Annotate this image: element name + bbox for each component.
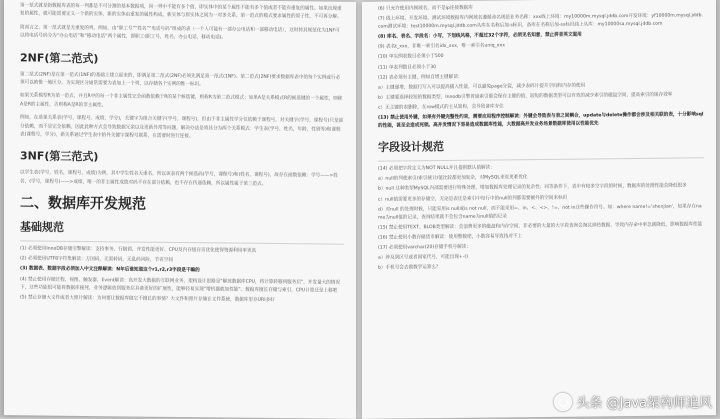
- list-item: (8) 库名、表名、字段名：小写，下划线风格，不超过32个字符，必须见名知意，禁止拼音英文混用: [378, 32, 582, 40]
- chapter-subtitle: 基础规范: [20, 220, 64, 235]
- list-item: (10) 单实例表数目必须小于500: [378, 54, 444, 61]
- list-item: (17) 必须使用varchar(20)存储手机号解读：: [378, 244, 471, 251]
- list-item: (13) 禁止使用外键，如果有外键完整性约束，需要应用程序控制解读：外键会导致表与表之间耦合，update与delete操作都会涉及相关联的表，十分影响sql的性能，甚至会造成死锁。高并发情况下容易造成数据库性能，大数据高并发业务场景数据库使用以性能优先: [378, 112, 704, 129]
- divider: [378, 157, 704, 161]
- intro-paragraph-2: 简而言之，第一范式就是无重复的列。例如，由“职工号”“姓名”“电话号码”组成的表（一个人可能有一部办公电话和一部移动电话），这时将其规范化为1NF可以将电话号码分为“办公电话”和“移动电话”两个属性，即职工(职工号，姓名，办公电话，移动电话)。: [20, 25, 340, 41]
- divider: [20, 241, 344, 245]
- list-item: (9) 表名t_xxx，非唯一索引名idx_xxx，唯一索引名uniq_xxx: [378, 43, 505, 51]
- list-item: a）null的列使索引/索引统计/值比较都更加复杂，对MySQL来说更难优化: [378, 175, 528, 182]
- list-item: (4) 禁止使用存储过程、视图、触发器、Event解读：高并发大数据的互联网业务，架构设计思路是“解放数据库CPU，将计算转移到服务层”，并发量大的情况下，这些功能很可能将数据库拖死，业务逻辑放到服务层具备更好的扩展性，能够轻易实现“增机器就加性能”。数据库擅长存储与索引，CPU计算还是上移吧: [20, 276, 341, 294]
- list-item: a）主键递增，数据行写入可以提高插入性能，可以避免page分裂，减少表碎片提升空间和内存的使用: [378, 83, 586, 91]
- list-item: (15) 禁止使用TEXT、BLOB类型解读：会浪费更多的磁盘和内存空间，非必要的大量的大字段查询会淘汰掉热数据，导致内存命中率急剧降低，影响数据库性能: [378, 222, 703, 231]
- list-item: b）主键要选择较短的数据类型，Innodb引擎普通索引都会保存主键的值，较短的数据类型可以有效的减少索引的磁盘空间，提高索引的缓存效率: [378, 92, 673, 101]
- list-item: c）null值需要更多的存储空，无论是表还是索引中每行中的null的列都需要额外的空间来标识: [378, 195, 568, 203]
- list-item: (7) 线上环境、开发环境、测试环境数据库内网域名遵循命名规范业务名称：xxx线上环境：my10000m.mysql.jddb.com开发环境：yf10000m.mysql.jddb.com测试环境：test10000m.mysql.jddb.com从库在名称后加-s标识，备库在名称后加-ss标识线上从库：my10000sa.mysql.jddb.com: [378, 13, 703, 30]
- list-item: (2) 必须使用UTF8字符集解读：万国码，无需转码，无乱码风险，节省空间: [20, 256, 173, 264]
- list-item: d）对null 的处理时候，只能采用is null或is not null，而不能采用=、in、<、<>、!=、not in这些操作符号。如：where name!='shenjian'，如果存在name为null值的记录，查询结果就不会包含name为null值的记录: [378, 203, 702, 221]
- list-item: b）手机号会去做数学运算么？: [378, 265, 441, 271]
- watermark-text: 头条 @Java架构师追风: [576, 396, 712, 411]
- list-item: (6) 只允许使用内网域名，而不是ip连接数据库: [378, 5, 473, 12]
- list-item: (5) 禁止存储大文件或者大照片解读：为何要让数据库做它不擅长的事情？大文件和照片存储在文件系统，数据库里存URI多好: [20, 295, 275, 303]
- paragraph-2nf-2: 如果关系模型R为第一范式，并且R中的每一个非主属性完全函数依赖于R的某个候选键，则称R为第二范式模式；如果A是关系模式R的候选键的一个属性，则称A是R的主属性，否则称A是R的非主属性。: [20, 93, 343, 109]
- section-title-3nf: 3NF(第三范式): [20, 149, 99, 164]
- section-title-field-design: 字段设计规范: [378, 140, 444, 154]
- paragraph-3nf-1: 以学生表(学号，姓名，课程号，成绩)为例，其中学生姓名无重名，所以该表有两个候选码(学号，课程号)和(姓名，课程号)，故存在函数依赖：学号——>姓名，(学号，课程号)——>成绩，唯一的非主属性成绩对码不存在部分依赖，也不存在传递依赖，所以属性属于第三范式。: [20, 170, 338, 187]
- toutiao-logo-icon: [554, 393, 572, 411]
- right-page: [362, 0, 716, 419]
- chapter-title: 二、数据库开发规范: [20, 195, 146, 213]
- paragraph-2nf-3: 例如，在选课关系表(学号，课程号，成绩，学分)，关键字为组合关键字(学号，课程号)，但由于非主属性学分仅依赖于课程号，对关键字(学号，课程号)只是部分依赖，而不是完全依赖，因此此种方式会导致数据冗余以及更新异常等问题，解决办法是将其分为两个关系模式：学生表(学号，姓名，年龄，性别等)和课程表(课程号，学分)，新关系通过学生表中的外关键字课程号联系，在需要时进行连接。: [20, 115, 344, 140]
- list-item: (1) 必须使用InnoDB存储引擎解读：支持事务、行级锁、并发性能更好、CPU及内存缓存页优化使得资源利用率更高: [20, 246, 257, 255]
- list-item: (16) 禁止使用小数存储货币解读：使用整数吧，小数容易导致钱对不上: [378, 234, 523, 241]
- list-item: a）涉及到区号或者国家代号，可能出现+-(): [378, 254, 469, 261]
- section-title-2nf: 2NF(第二范式): [20, 50, 99, 65]
- list-item: (14) 必须把字段定义为NOT NULL并且提供默认值解读：: [378, 165, 495, 172]
- list-item: b）null 这种类型MySQL内部需要进行特殊处理，增加数据库处理记录的复杂性；同等条件下，表中有较多空字段的时候，数据库的处理性能会降低很多: [378, 183, 687, 193]
- list-item: (3) 数据表、数据字段必须加入中文注释解读：N年后谁知道这个r1,r2,r3字段是干嘛的: [20, 266, 200, 274]
- left-page: [4, 0, 356, 419]
- list-item: c）无主键的表删除，在row模式的主从架构，会导致备库夯住: [378, 104, 504, 111]
- list-item: (12) 表必须有主键，例如自增主键解读：: [378, 74, 463, 81]
- intro-paragraph-1: 第一范式就是指数据库表的每一列都是不可分割的基本数据项，同一列中不能有多个值，即实体中的某个属性不能有多个值或者不能有重复的属性。如果出现重复的属性，就可能需要定义一个新的实体，新的实体由重复的属性构成，新实体与原实体之间为一对多关系。第一范式的模式要求属性的原子性，不可再分解。: [20, 3, 342, 21]
- watermark: [554, 392, 712, 411]
- list-item: (11) 单表列数目必须小于30: [378, 64, 437, 71]
- paragraph-2nf-1: 第二范式(2NF)是在第一范式(1NF)的基础上建立起来的，即满足第二范式(2NF)必须先满足第一范式(1NF)。第二范式(2NF)要求数据库表中的每个实例或行必须可以被惟一地区分。为实现区分通常需要为表加上一个列，以存储各个实例的惟一标识。: [20, 71, 341, 88]
